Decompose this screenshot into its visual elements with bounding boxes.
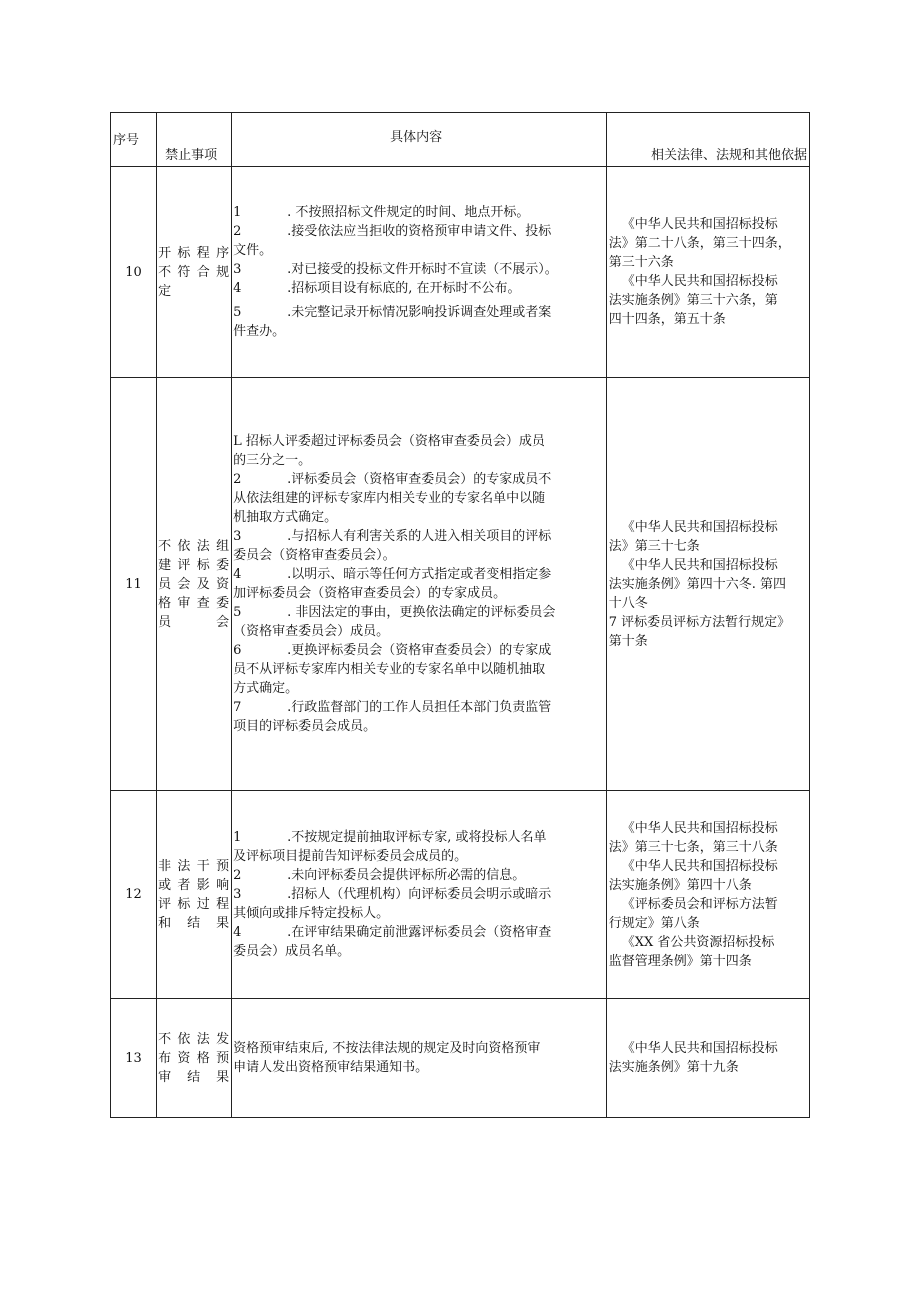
table-header-row [111,113,810,167]
row-number: 13 [111,999,157,1118]
content-cell: 资格预审结束后, 不按法律法规的规定及时向资格预审 申请人发出资格预审结果通知书。 [232,999,607,1118]
basis-cell: 《中华人民共和国招标投标 法实施条例》第十九条 [606,999,809,1118]
prohibited-item: 不依法发 布资格预 审结果 [157,999,232,1118]
content-cell: 1 . 不按照招标文件规定的时间、地点开标。 2 .接受依法应当拒收的资格预审申请文件、投标 文件。 3 .对已接受的投标文件开标时不宣读（不展示）。 4 .招标项目设有标底的, 在开标时不公布。 5 .未完整记录开标情况影响投诉调查处理或者案 件查办。 [232,167,607,378]
prohibited-item: 不依法组 建评标委 员会及资 格审查委 员会 [157,378,232,791]
table-row [111,999,810,1118]
row-number: 11 [111,378,157,791]
content-cell: L 招标人评委超过评标委员会（资格审查委员会）成员 的三分之一。 2 .评标委员会（资格审查委员会）的专家成员不 从依法组建的评标专家库内相关专业的专家名单中以随 机抽取方式确定。 3 .与招标人有利害关系的人进入相关项目的评标 委员会（资格审查委员会）。 4 .以明示、暗示等任何方式指定或者变相指定参 加评标委员会（资格审查委员会）的专家成员。 5 . 非因法定的事由，更换依法确定的评标委员会 （资格审查委员会）成员。 6 .更换评标委员会（资格审查委员会）的专家成 员不从评标专家库内相关专业的专家名单中以随机抽取 方式确定。 7 .行政监督部门的工作人员担任本部门负责监管 项目的评标委员会成员。 [232,378,607,791]
prohibited-items-table [110,112,810,1118]
prohibited-item: 开标程序 不符合规 定 [157,167,232,378]
basis-cell: 《中华人民共和国招标投标 法》第三十七条，第三十八条 《中华人民共和国招标投标 法实施条例》第四十八条 《评标委员会和评标方法暂 行规定》第八条 《XX 省公共资源招标投标 监督管理条例》第十四条 [606,791,809,999]
basis-cell: 《中华人民共和国招标投标 法》第三十七条 《中华人民共和国招标投标 法实施条例》第四十六冬. 第四 十八冬 7 评标委员评标方法暂行规定》 第十条 [606,378,809,791]
row-number: 12 [111,791,157,999]
basis-cell: 《中华人民共和国招标投标 法》第二十八条，第三十四条， 第三十六条 《中华人民共和国招标投标 法实施条例》第三十六条，第 四十四条，第五十条 [606,167,809,378]
header-no: 序号 [111,113,157,167]
row-number: 10 [111,167,157,378]
table-row [111,167,810,378]
table-row [111,378,810,791]
header-item: 禁止事项 [157,113,232,167]
header-basis: 相关法律、法规和其他依据 [606,113,809,167]
content-cell: 1 .不按规定提前抽取评标专家, 或将投标人名单 及评标项目提前告知评标委员会成员的。 2 .未向评标委员会提供评标所必需的信息。 3 .招标人（代理机构）向评标委员会明示或暗示 其倾向或排斥特定投标人。 4 .在评审结果确定前泄露评标委员会（资格审查 委员会）成员名单。 [232,791,607,999]
table-row [111,791,810,999]
header-content: 具体内容 [232,113,607,167]
prohibited-item: 非法干预 或者影响 评标过程 和结果 [157,791,232,999]
